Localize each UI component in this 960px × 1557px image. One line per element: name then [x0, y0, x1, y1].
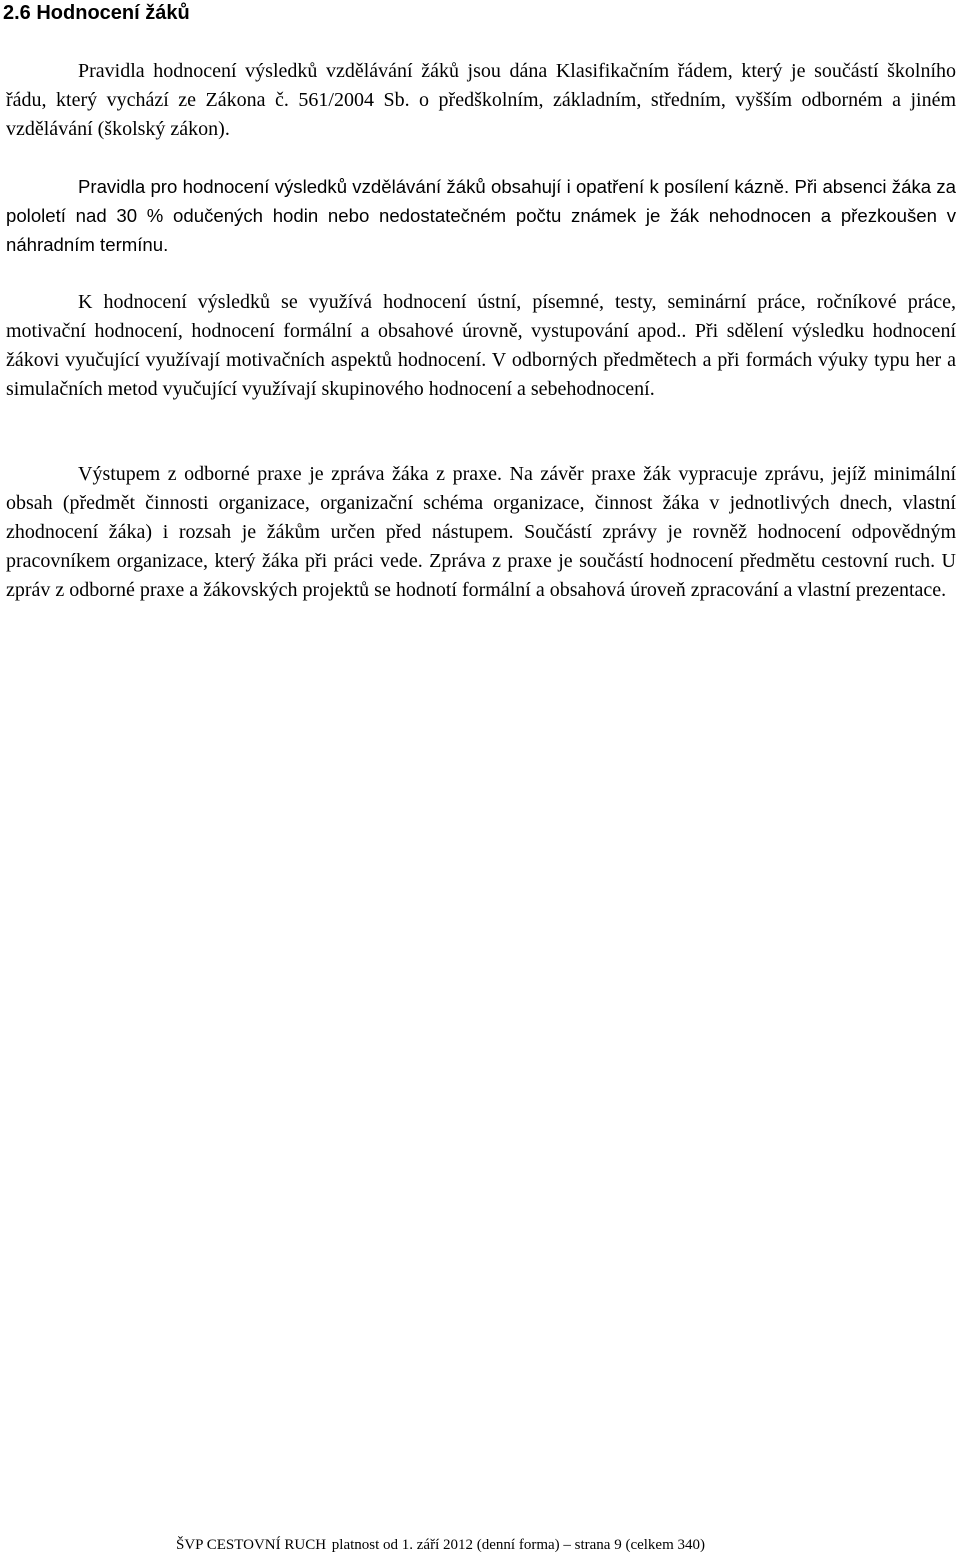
page-footer [176, 1536, 705, 1554]
paragraph-discipline-measures: Pravidla pro hodnocení výsledků vzdělávání žáků obsahují i opatření k posílení kázně. Při absenci žáka za pololetí nad 30 % odučených hodin nebo nedostatečném počtu známek je žák nehodnocen a přezkoušen v náhradním termínu. [6, 176, 956, 255]
paragraph-evaluation-rules: Pravidla hodnocení výsledků vzdělávání žáků jsou dána Klasifikačním řádem, který je součástí školního řádu, který vychází ze Zákona č. 561/2004 Sb. o předškolním, základním, středním, vyšším odborném a jiném vzdělávání (školský zákon). [6, 60, 956, 140]
paragraph-evaluation-methods: K hodnocení výsledků se využívá hodnocení ústní, písemné, testy, seminární práce, ročníkové práce, motivační hodnocení, hodnocení formální a obsahové úrovně, vystupování apod.. Při sdělení výsledku hodnocení žákovi vyučující využívají motivačních aspektů hodnocení. V odborných předmětech a při formách výuky typu her a simulačních metod vyučující využívají skupinového hodnocení a sebehodnocení. [6, 291, 956, 400]
footer-page-info: platnost od 1. září 2012 (denní forma) – strana 9 (celkem 340) [331, 1537, 706, 1553]
section-heading: 2.6 Hodnocení žáků [3, 2, 190, 24]
footer-program: ŠVP CESTOVNÍ RUCH [176, 1537, 327, 1553]
paragraph-practice-report: Výstupem z odborné praxe je zpráva žáka z praxe. Na závěr praxe žák vypracuje zprávu, jejíž minimální obsah (předmět činnosti organizace, organizační schéma organizace, činnost žáka v jednotlivých dnech, vlastní zhodnocení žáka) i rozsah je žákům určen před nástupem. Součástí zprávy je rovněž hodnocení odpovědným pracovníkem organizace, který žáka při práci vede. Zpráva z praxe je součástí hodnocení předmětu cestovní ruch. U zpráv z odborné praxe a žákovských projektů se hodnotí formální a obsahová úroveň zpracování a vlastní prezentace. [6, 463, 956, 601]
